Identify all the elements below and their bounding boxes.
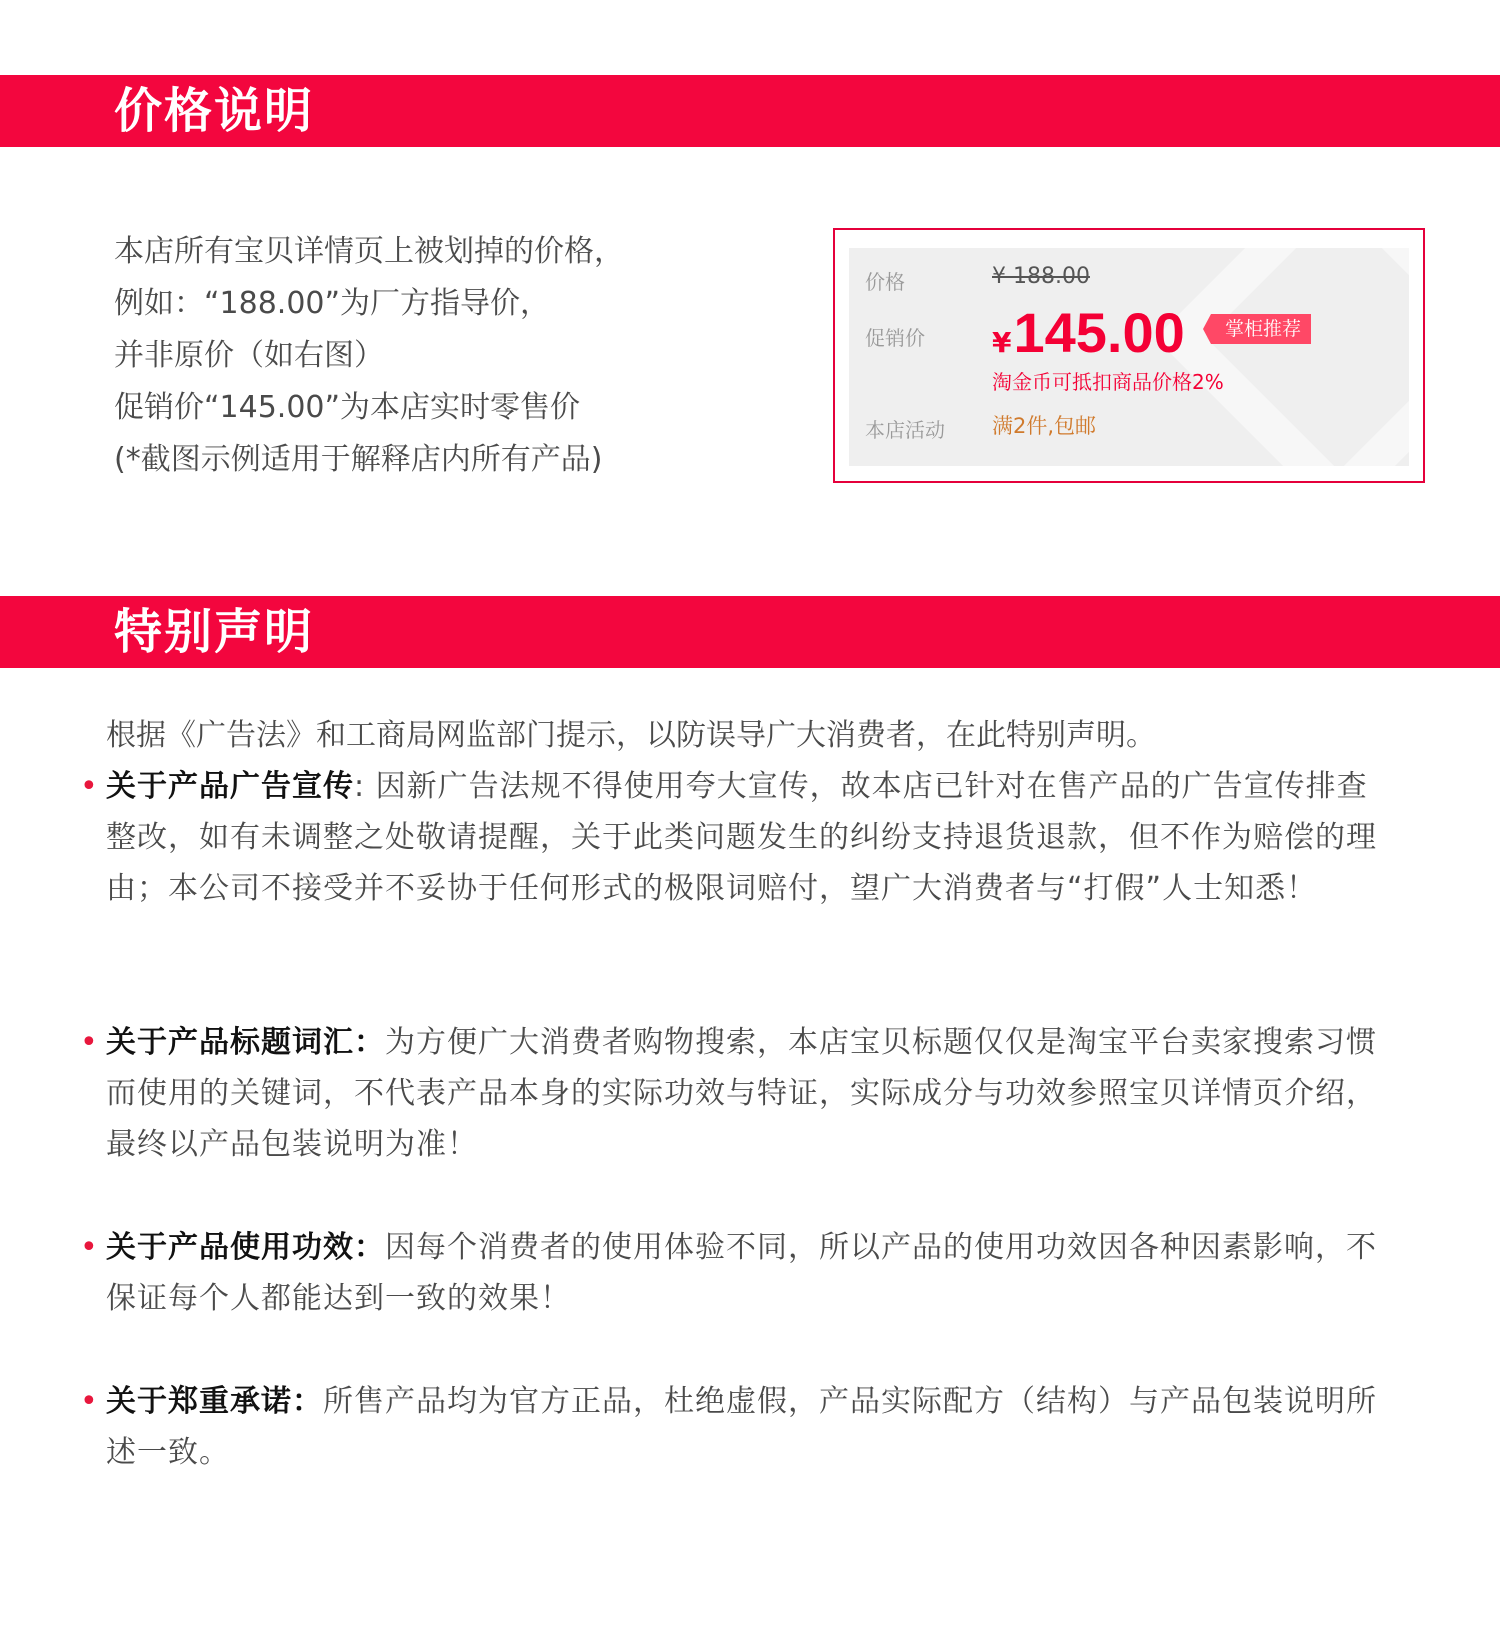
price-section-banner	[0, 75, 1500, 147]
notice-section-banner	[0, 596, 1500, 668]
label-promo-price: 促销价	[865, 326, 925, 350]
notice-item-title: 关于产品使用功效：	[106, 1230, 385, 1265]
promo-currency: ¥	[992, 326, 1012, 359]
original-price: ¥ 188.00	[992, 264, 1090, 289]
notice-item-effect	[80, 1222, 1381, 1324]
price-section-heading: 价格说明	[114, 83, 315, 139]
notice-item-body: : 因新广告法规不得使用夸大宣传，故本店已针对在售产品的广告宣传排查整改，如有未调整之处敬请提醒，关于此类问题发生的纠纷支持退货退款，但不作为赔偿的理由；本公司不接受并不妥协于任何形式的极限词赔付，望广大消费者与“打假”人士知悉！	[106, 769, 1377, 906]
notice-item-promise	[80, 1376, 1381, 1478]
price-line: 促销价“145.00”为本店实时零售价	[114, 390, 581, 425]
bullet-icon: •	[80, 769, 99, 804]
price-line: 并非原价（如右图）	[114, 338, 384, 373]
bullet-icon: •	[80, 1230, 99, 1265]
notice-item-body: 所售产品均为官方正品，杜绝虚假，产品实际配方（结构）与产品包装说明所述一致。	[106, 1384, 1377, 1470]
bullet-icon: •	[80, 1025, 99, 1060]
notice-item-title: 关于产品广告宣传	[106, 769, 354, 804]
notice-intro: 根据《广告法》和工商局网监部门提示，以防误导广大消费者，在此特别声明。	[106, 718, 1156, 753]
bullet-icon: •	[80, 1384, 99, 1419]
price-line: 本店所有宝贝详情页上被划掉的价格，	[114, 234, 624, 269]
shop-activity: 满2件,包邮	[992, 414, 1097, 438]
notice-item-body: 因每个消费者的使用体验不同，所以产品的使用功效因各种因素影响，不保证每个人都能达到一致的效果！	[106, 1230, 1377, 1316]
notice-item-title-words	[80, 1017, 1381, 1170]
notice-section-heading: 特别声明	[114, 604, 315, 660]
recommend-badge: 掌柜推荐	[1211, 314, 1311, 344]
price-example-screenshot	[833, 228, 1425, 483]
price-explanation-text	[114, 226, 714, 486]
label-price: 价格	[865, 270, 905, 294]
coin-discount-note: 淘金币可抵扣商品价格2%	[992, 370, 1224, 394]
notice-item-body: 为方便广大消费者购物搜索，本店宝贝标题仅仅是淘宝平台卖家搜索习惯而使用的关键词，不代表产品本身的实际功效与特证，实际成分与功效参照宝贝详情页介绍，最终以产品包装说明为准！	[106, 1025, 1377, 1162]
price-example-panel	[849, 248, 1409, 466]
notice-item-title: 关于产品标题词汇：	[106, 1025, 385, 1060]
notice-item-advertising	[80, 761, 1381, 914]
notice-item-title: 关于郑重承诺：	[106, 1384, 323, 1419]
price-line: (*截图示例适用于解释店内所有产品)	[114, 442, 603, 477]
label-shop-activity: 本店活动	[865, 418, 945, 442]
promo-amount: 145.00	[1013, 301, 1185, 364]
price-line: 例如：“188.00”为厂方指导价，	[114, 286, 551, 321]
promo-price	[992, 300, 1185, 365]
decorative-diamond	[1155, 248, 1409, 466]
